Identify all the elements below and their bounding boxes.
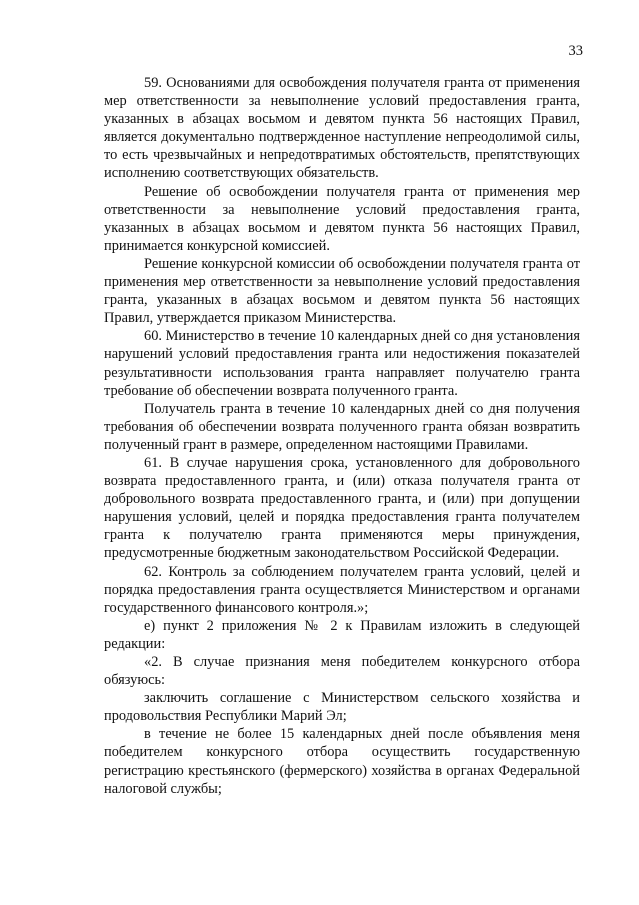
paragraph-item-2: «2. В случае признания меня победителем конкурсного отбора обязуюсь: [104, 654, 580, 689]
paragraph-60-return: Получатель гранта в течение 10 календарных дней со дня получения требования об обеспечении возврата полученного гранта обязан возвратить полученный грант в размере, определенном настоящими Правилами. [104, 400, 580, 453]
paragraph-61: 61. В случае нарушения срока, установленного для добровольного возврата предоставленного гранта, и (или) отказа получателя гранта от добровольного возврата предоставленного гранта, и (или) при допущении нарушения условий, целей и порядка предоставления гранта получателем гранта к получателю гранта применяются меры принуждения, предусмотренные бюджетным законодательством Российской Федерации. [104, 454, 580, 562]
paragraph-60: 60. Министерство в течение 10 календарных дней со дня установления нарушений условий предоставления гранта или недостижения показателей результативности использования гранта направляет получателю гранта требование об обеспечении возврата полученного гранта. [104, 328, 580, 399]
page-number: 33 [568, 43, 583, 59]
paragraph-62: 62. Контроль за соблюдением получателем гранта условий, целей и порядка предоставления гранта осуществляется Министерством и органами государственного финансового контроля.»; [104, 563, 580, 616]
paragraph-agreement: заключить соглашение с Министерством сельского хозяйства и продовольствия Республики Марий Эл; [104, 690, 580, 725]
paragraph-registration: в течение не более 15 календарных дней после объявления меня победителем конкурсного отбора осуществить государственную регистрацию крестьянского (фермерского) хозяйства в органах Федеральной налоговой службы; [104, 726, 580, 797]
paragraph-59-decision: Решение об освобождении получателя гранта от применения мер ответственности за невыполнение условий предоставления гранта, указанных в абзацах восьмом и девятом пункта 56 настоящих Правил, принимается конкурсной комиссией. [104, 183, 580, 254]
paragraph-59: 59. Основаниями для освобождения получателя гранта от применения мер ответственности за невыполнение условий предоставления гранта, указанных в абзацах восьмом и девятом пункта 56 настоящих Правил, является документально подтвержденное наступление непреодолимой силы, то есть чрезвычайных и непредотвратимых обстоятельств, препятствующих исполнению соответствующих обязательств. [104, 75, 580, 182]
paragraph-59-approval: Решение конкурсной комиссии об освобождении получателя гранта от применения мер ответственности за невыполнение условий предоставления гранта, указанных в абзацах восьмом и девятом пункта 56 настоящих Правил, утверждается приказом Министерства. [104, 255, 580, 327]
paragraph-amendment-e: е) пункт 2 приложения № 2 к Правилам изложить в следующей редакции: [104, 617, 580, 652]
document-body [104, 74, 580, 798]
